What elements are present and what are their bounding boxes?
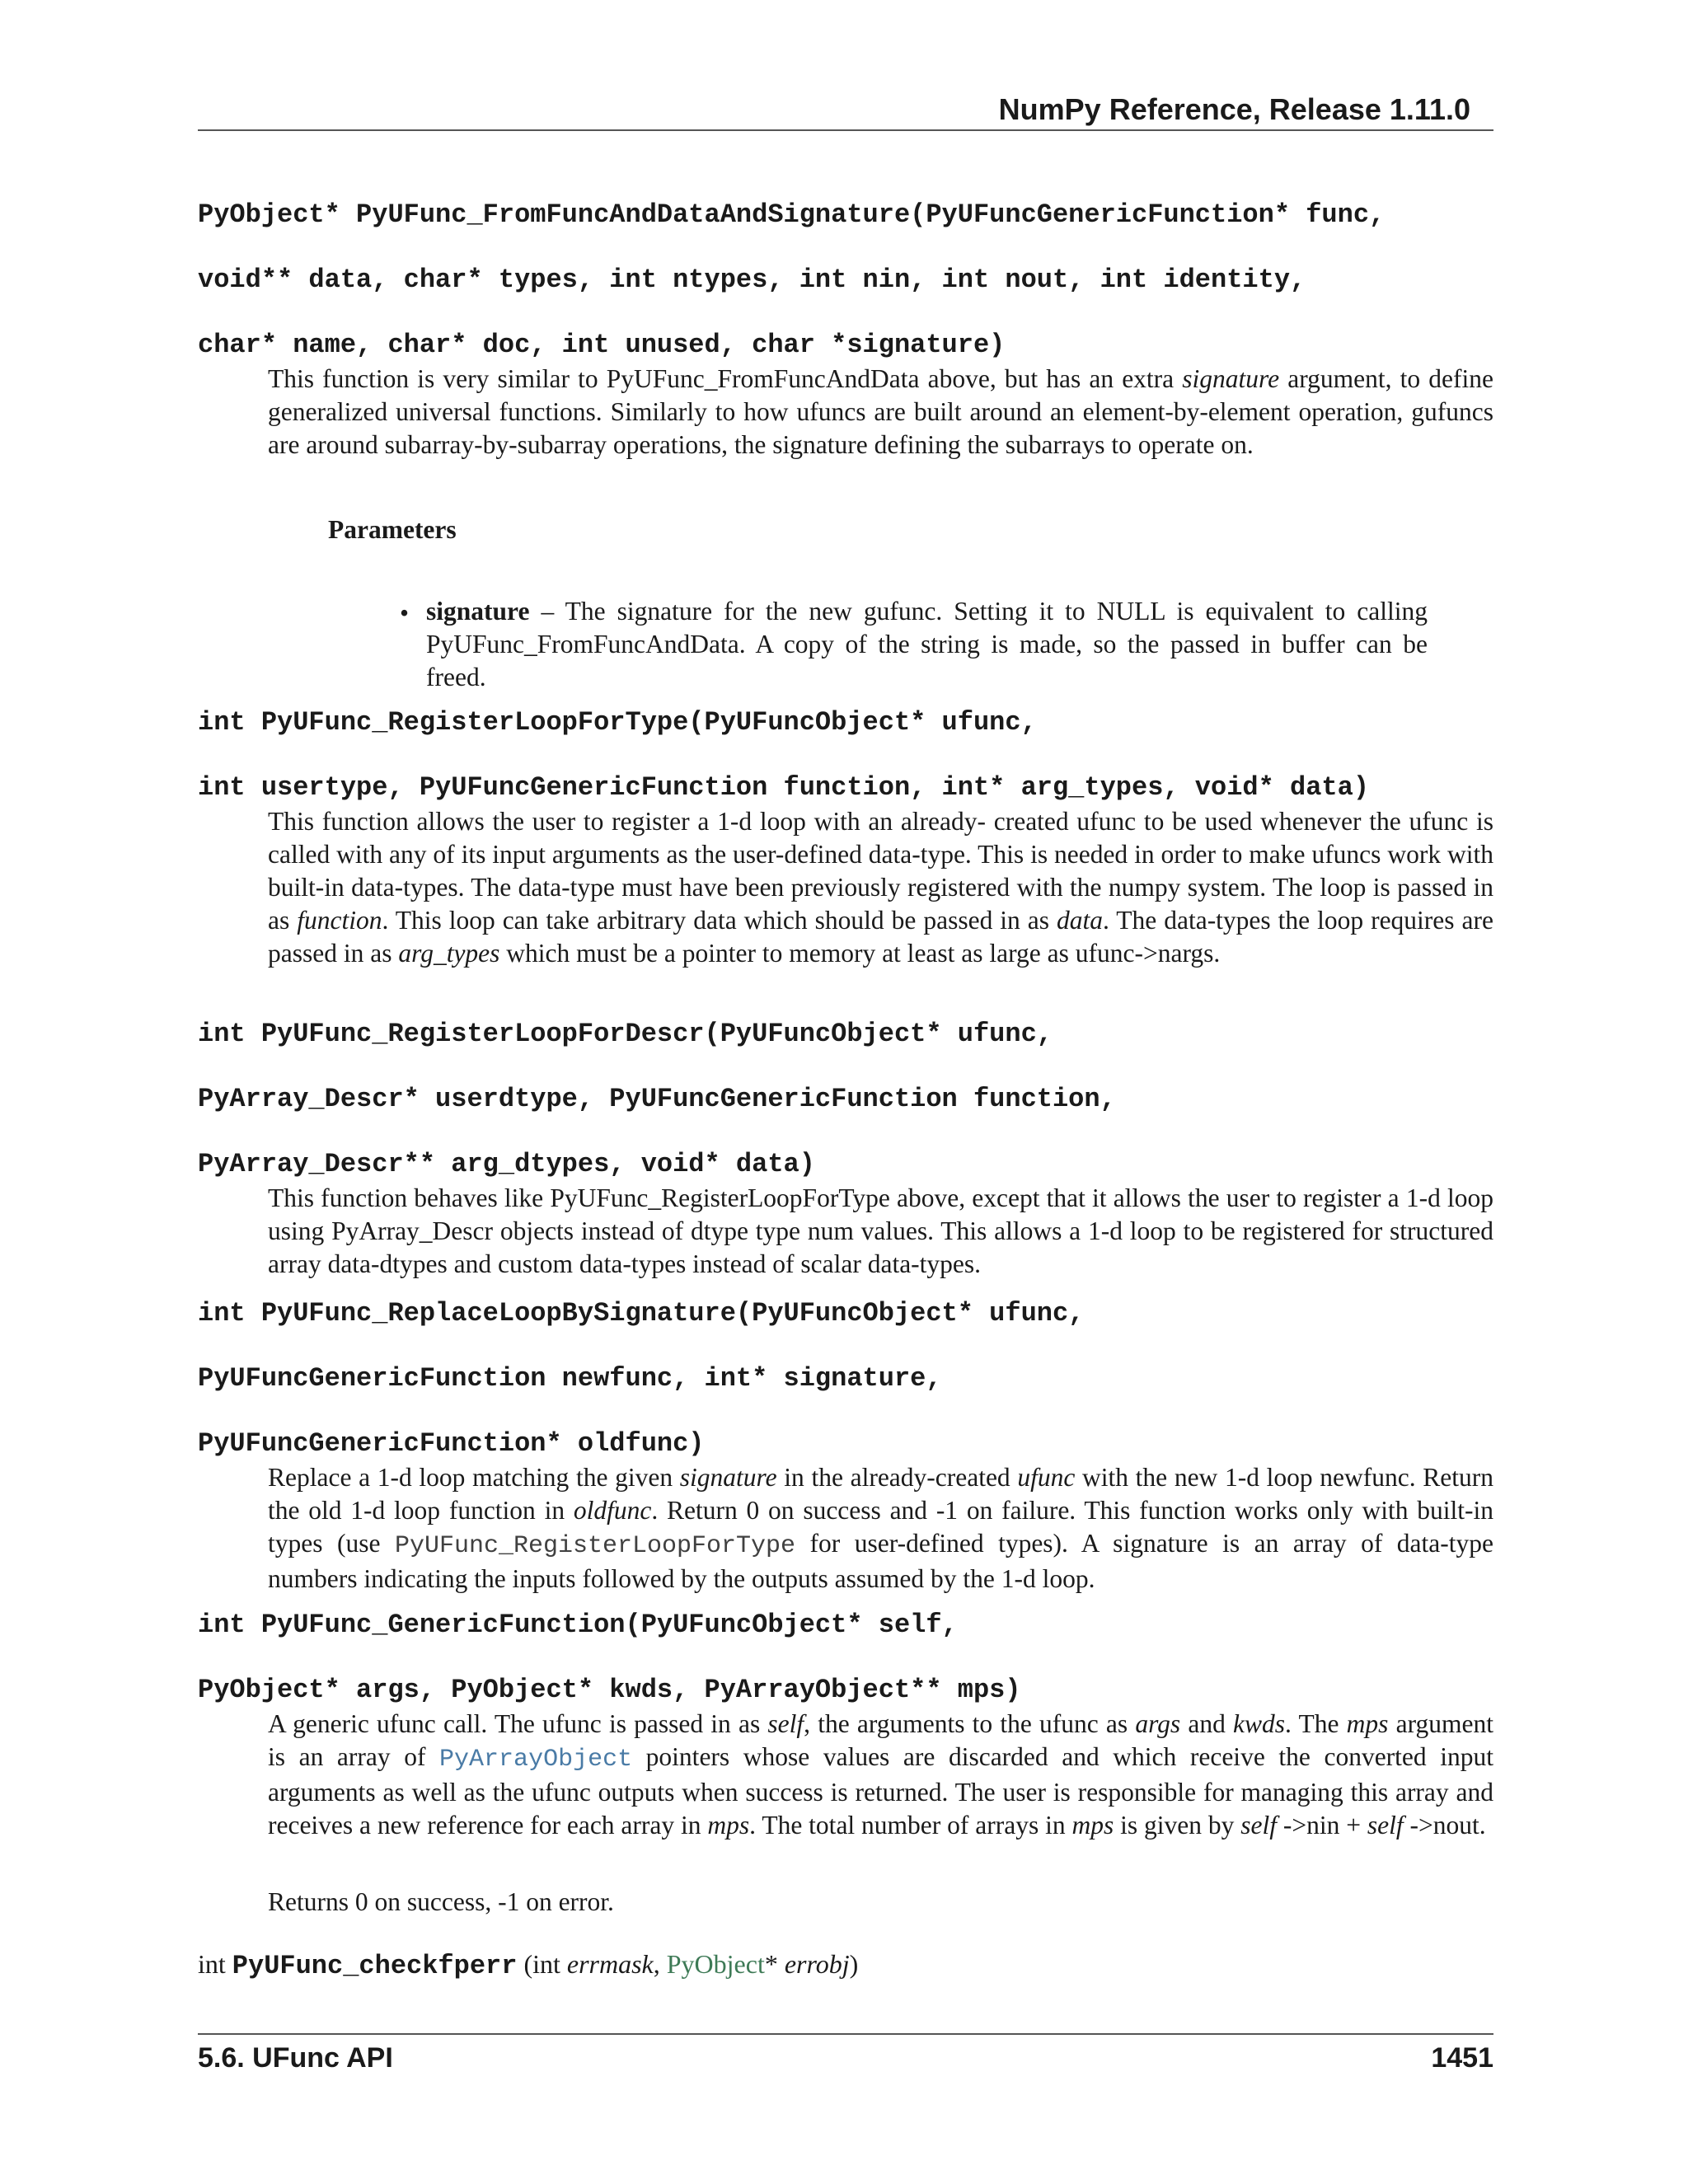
function-description: This function behaves like PyUFunc_RegisterLoopForType above, except that it allows the user to register a 1-d loop using PyArray_Descr objects instead of dtype type num values. This allows a 1-d loop to be registered for structured array data-dtypes and custom data-types instead of scalar data-types. — [268, 1183, 1493, 1278]
function-description: A generic ufunc call. The ufunc is passed in as self, the arguments to the ufunc as args and kwds. The mps argument is an array of PyArrayObject pointers whose values are discarded and which receive the converted input arguments as well as the ufunc outputs when success is returned. The user is responsible for managing this array and receives a new reference for each array in mps. The total number of arrays in mps is given by self ->nin + self ->nout. — [268, 1709, 1494, 1840]
function-signature-checkfperr: int PyUFunc_checkfperr (int errmask, PyObject* errobj) — [198, 1949, 859, 1981]
function-description: Replace a 1-d loop matching the given signature in the already-created ufunc with the new 1-d loop newfunc. Return the old 1-d loop function in oldfunc. Return 0 on success and -1 on failure. This function works only with built-in types (use PyUFunc_RegisterLoopForType for user-defined types). A signature is an array of data-type numbers indicating the inputs followed by the outputs assumed by the 1-d loop. — [268, 1463, 1494, 1593]
function-signature-line: int PyUFunc_RegisterLoopForType(PyUFuncObject* ufunc, — [198, 707, 1037, 738]
running-header: NumPy Reference, Release 1.11.0 — [998, 92, 1470, 126]
function-signature-line: PyUFuncGenericFunction newfunc, int* signature, — [198, 1363, 942, 1394]
function-signature-line: void** data, char* types, int ntypes, int nin, int nout, int identity, — [198, 265, 1306, 295]
function-description: This function allows the user to register a 1-d loop with an already- created ufunc to be used whenever the ufunc is called with any of its input arguments as the user-defined data-type. This is needed in order to make ufuncs work with built-in data-types. The data-type must have been previously registered with the numpy system. The loop is passed in as function. This loop can take arbitrary data which should be passed in as data. The data-types the loop requires are passed in as arg_types which must be a pointer to memory at least as large as ufunc->nargs. — [268, 807, 1493, 968]
returns-note: Returns 0 on success, -1 on error. — [268, 1887, 614, 1916]
function-signature-line: int PyUFunc_ReplaceLoopBySignature(PyUFuncObject* ufunc, — [198, 1298, 1085, 1329]
code-reference: PyUFunc_RegisterLoopForType — [394, 1532, 796, 1560]
function-description: This function is very similar to PyUFunc_FromFuncAndData above, but has an extra signature argument, to define generalized universal functions. Similarly to how ufuncs are built around an element-by-element operation, gufuncs are around subarray-by-subarray operations, the signature defining the subarrays to operate on. — [268, 364, 1494, 459]
function-signature-line: PyObject* PyUFunc_FromFuncAndDataAndSignature(PyUFuncGenericFunction* func, — [198, 199, 1386, 230]
bullet-marker: • — [400, 598, 410, 627]
parameters-heading: Parameters — [328, 515, 457, 544]
footer-rule — [198, 2033, 1493, 2035]
pyarrayobject-link[interactable]: PyArrayObject — [439, 1746, 633, 1774]
footer-section: 5.6. UFunc API — [198, 2042, 393, 2074]
function-signature-line: int usertype, PyUFuncGenericFunction function, int* arg_types, void* data) — [198, 772, 1370, 803]
function-signature-line: PyObject* args, PyObject* kwds, PyArrayObject** mps) — [198, 1675, 1021, 1705]
pyobject-link[interactable]: PyObject — [666, 1949, 765, 1979]
page-number: 1451 — [1431, 2042, 1493, 2074]
function-signature-line: int PyUFunc_RegisterLoopForDescr(PyUFuncObject* ufunc, — [198, 1019, 1053, 1049]
function-name: PyUFunc_checkfperr — [232, 1951, 518, 1981]
header-rule — [198, 129, 1493, 131]
parameter-item: signature – The signature for the new gufunc. Setting it to NULL is equivalent to calling PyUFunc_FromFuncAndData. A copy of the string is made, so the passed in buffer can be freed. — [426, 597, 1428, 691]
function-signature-line: int PyUFunc_GenericFunction(PyUFuncObject* self, — [198, 1610, 958, 1640]
function-signature-line: char* name, char* doc, int unused, char *signature) — [198, 330, 1006, 360]
function-signature-line: PyArray_Descr* userdtype, PyUFuncGenericFunction function, — [198, 1084, 1116, 1114]
function-signature-line: PyArray_Descr** arg_dtypes, void* data) — [198, 1149, 815, 1179]
function-signature-line: PyUFuncGenericFunction* oldfunc) — [198, 1428, 705, 1459]
